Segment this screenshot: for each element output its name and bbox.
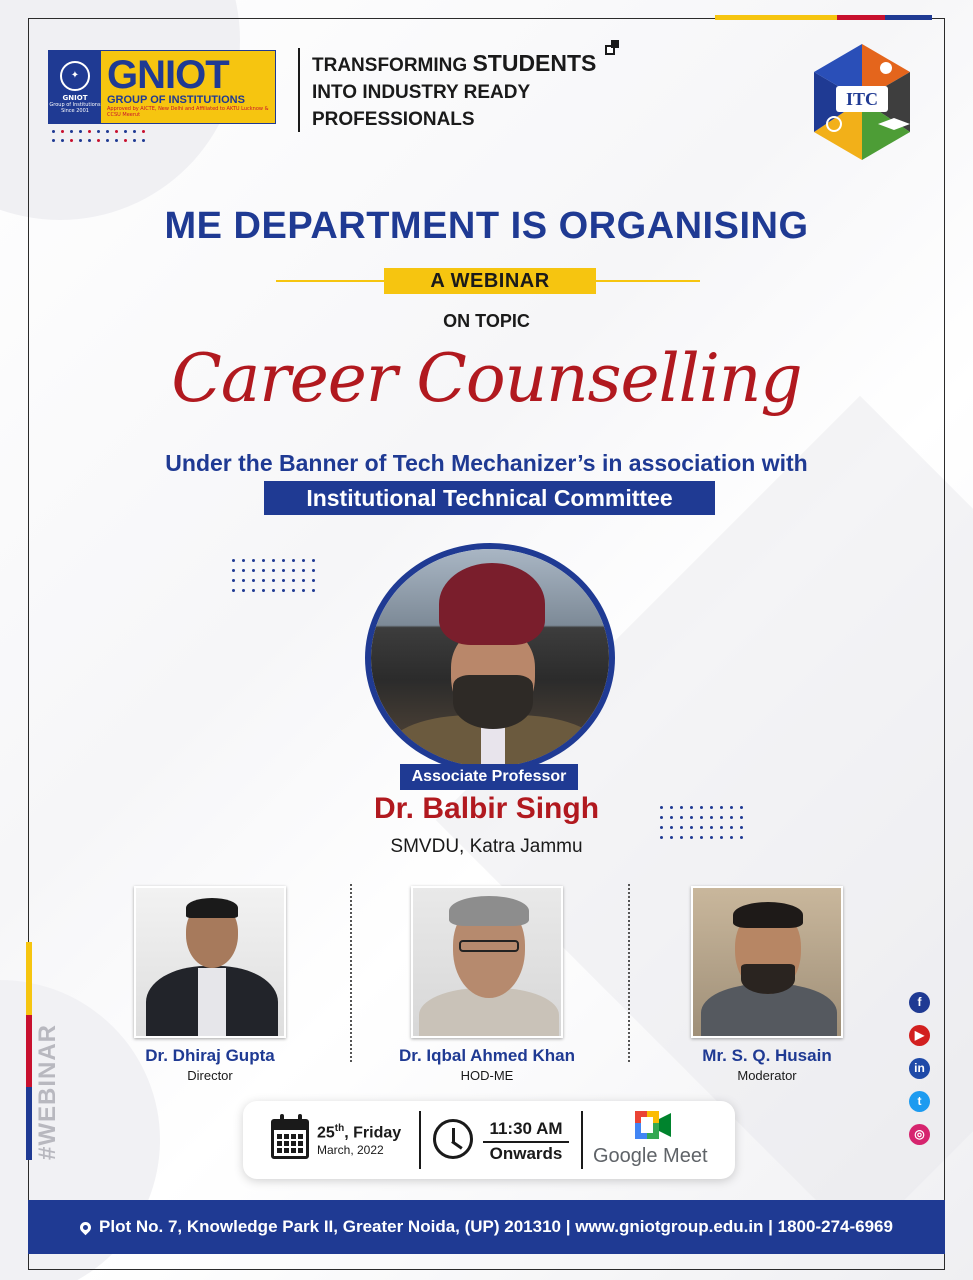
social-icons bbox=[909, 992, 931, 1157]
gniot-logo bbox=[48, 50, 276, 124]
footer-phone[interactable]: 1800-274-6969 bbox=[777, 1217, 893, 1236]
brand-approval: Approved by AICTE, New Delhi and Affiliated to AKTU Lucknow & CCSU Meerut bbox=[107, 106, 269, 118]
emblem bbox=[49, 51, 101, 123]
speaker-photo bbox=[371, 549, 609, 767]
panelist-card bbox=[387, 886, 587, 1083]
brand-subtitle: GROUP OF INSTITUTIONS bbox=[107, 94, 245, 106]
brand-name: GNIOT bbox=[107, 53, 229, 97]
speaker-organisation: SMVDU, Katra Jammu bbox=[390, 836, 583, 857]
event-date bbox=[317, 1123, 401, 1142]
platform-label: Google Meet bbox=[593, 1145, 708, 1167]
day-number: 25 bbox=[317, 1124, 335, 1142]
header-divider bbox=[298, 48, 300, 132]
emblem-since: Since 2001 bbox=[61, 107, 89, 114]
side-hashtag: #WEBINAR bbox=[34, 1023, 61, 1160]
youtube-icon[interactable]: ▶ bbox=[909, 1025, 930, 1046]
footer-separator: | bbox=[763, 1217, 778, 1236]
tagline-part-b: STUDENTS bbox=[472, 50, 597, 76]
footer-website[interactable]: www.gniotgroup.edu.in bbox=[575, 1217, 764, 1236]
panelist-photo bbox=[691, 886, 843, 1038]
bar-divider bbox=[581, 1111, 583, 1169]
footer-bar bbox=[28, 1200, 945, 1254]
facebook-icon[interactable]: f bbox=[909, 992, 930, 1013]
tagline-part-a: TRANSFORMING bbox=[312, 55, 473, 76]
panel-divider bbox=[350, 884, 352, 1062]
panelist-role: Moderator bbox=[737, 1068, 797, 1083]
emblem-sub: Group of Institutions bbox=[49, 101, 101, 108]
committee-badge: Institutional Technical Committee bbox=[264, 481, 715, 515]
itc-logo bbox=[806, 42, 918, 162]
panel-divider bbox=[628, 884, 630, 1062]
dot-pattern-left bbox=[232, 559, 315, 592]
top-color-stripe bbox=[715, 15, 932, 20]
topic-title: Career Counselling bbox=[171, 340, 802, 417]
speaker-name: Dr. Balbir Singh bbox=[373, 792, 600, 825]
instagram-icon[interactable]: ◎ bbox=[909, 1124, 930, 1145]
webinar-pill: A WEBINAR bbox=[384, 268, 596, 294]
organiser-heading: ME DEPARTMENT IS ORGANISING bbox=[164, 205, 809, 247]
panelist-photo bbox=[134, 886, 286, 1038]
event-month-year: March, 2022 bbox=[317, 1143, 384, 1157]
panelist-photo bbox=[411, 886, 563, 1038]
event-time-sub: Onwards bbox=[489, 1144, 563, 1163]
panelist-card bbox=[110, 886, 310, 1083]
panelist-role: Director bbox=[187, 1068, 233, 1083]
tagline bbox=[312, 50, 596, 133]
event-time: 11:30 AM bbox=[483, 1119, 569, 1143]
side-color-stripe bbox=[26, 942, 32, 1160]
logo-dot-pattern bbox=[52, 130, 145, 142]
weekday: , Friday bbox=[344, 1124, 402, 1142]
linkedin-icon[interactable]: in bbox=[909, 1058, 930, 1079]
squares-icon bbox=[605, 40, 621, 56]
speaker-role-badge: Associate Professor bbox=[400, 764, 578, 790]
emblem-text: GNIOT bbox=[62, 93, 88, 102]
panelist-role: HOD-ME bbox=[460, 1068, 514, 1083]
divider-left bbox=[276, 280, 384, 282]
footer-separator: | bbox=[561, 1217, 576, 1236]
panelist-name: Mr. S. Q. Husain bbox=[702, 1046, 832, 1065]
tagline-line3: PROFESSIONALS bbox=[312, 109, 475, 130]
webinar-label-row bbox=[276, 268, 700, 294]
bar-divider bbox=[419, 1111, 421, 1169]
location-pin-icon bbox=[78, 1219, 94, 1235]
seal-icon: ✦ bbox=[60, 61, 90, 91]
divider-right bbox=[596, 280, 700, 282]
on-topic-label: ON TOPIC bbox=[443, 311, 530, 331]
panelist-name: Dr. Dhiraj Gupta bbox=[145, 1046, 275, 1065]
google-meet-icon bbox=[635, 1111, 671, 1139]
itc-text: ITC bbox=[845, 89, 879, 109]
panelist-name: Dr. Iqbal Ahmed Khan bbox=[398, 1046, 575, 1065]
calendar-icon bbox=[271, 1119, 309, 1159]
clock-icon bbox=[433, 1119, 473, 1159]
speaker-photo-frame bbox=[365, 543, 615, 773]
tagline-line2: INTO INDUSTRY READY bbox=[312, 82, 531, 103]
day-suffix: th bbox=[334, 1123, 345, 1134]
twitter-icon[interactable]: t bbox=[909, 1091, 930, 1112]
schedule-bar bbox=[243, 1101, 735, 1179]
footer-address: Plot No. 7, Knowledge Park II, Greater Noida, (UP) 201310 bbox=[99, 1217, 561, 1236]
banner-line: Under the Banner of Tech Mechanizer’s in association with bbox=[165, 450, 808, 476]
panelist-card bbox=[667, 886, 867, 1083]
